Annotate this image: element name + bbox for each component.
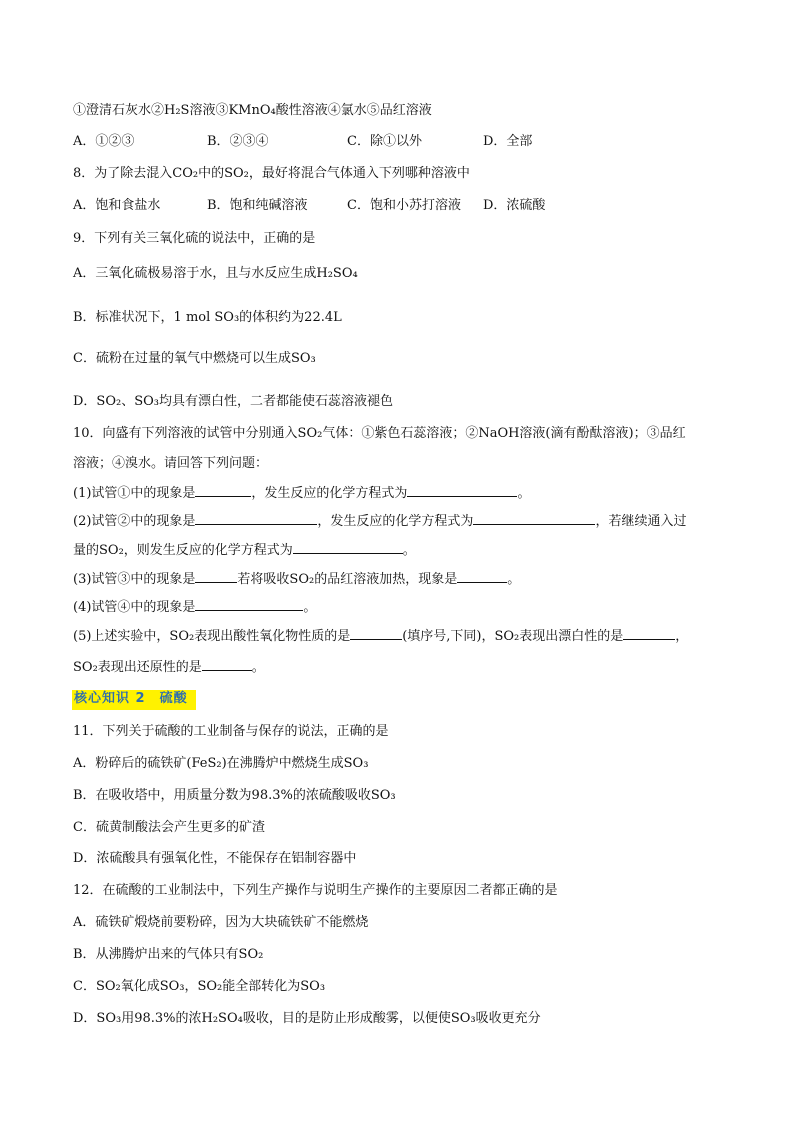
q8-stem: 8．为了除去混入CO₂中的SO₂，最好将混合气体通入下列哪种溶液中 xyxy=(73,166,470,181)
q10-part2 xyxy=(73,512,686,528)
q10-part1-text-b: ，发生反应的化学方程式为 xyxy=(251,486,408,501)
answer-blank[interactable] xyxy=(195,598,303,611)
q10-part1-text-c: 。 xyxy=(517,486,531,501)
q12-option-b: B．从沸腾炉出来的气体只有SO₂ xyxy=(73,947,264,962)
q12-stem: 12．在硫酸的工业制法中，下列生产操作与说明生产操作的主要原因二者都正确的是 xyxy=(73,883,558,898)
q8-option-b: B．饱和纯碱溶液 xyxy=(207,198,308,213)
q10-stem-line1: 10．向盛有下列溶液的试管中分别通入SO₂气体：①紫色石蕊溶液；②NaOH溶液(滴有酚酞溶液)；③品红 xyxy=(73,426,686,441)
q11-stem: 11．下列关于硫酸的工业制备与保存的说法，正确的是 xyxy=(73,724,389,739)
answer-blank[interactable] xyxy=(623,627,675,640)
answer-blank[interactable] xyxy=(195,484,251,497)
q10-part1-text-a: (1)试管①中的现象是 xyxy=(73,486,196,501)
q10-part2-cont xyxy=(73,541,416,557)
q10-part2-text-e: 。 xyxy=(402,543,416,558)
q10-part2-text-c: ，若继续通入过 xyxy=(595,514,687,529)
answer-blank[interactable] xyxy=(293,541,403,554)
q10-part4-text-b: 。 xyxy=(303,600,317,615)
answer-blank[interactable] xyxy=(195,570,237,583)
answer-blank[interactable] xyxy=(407,484,517,497)
q10-part4 xyxy=(73,598,316,614)
q10-part3 xyxy=(73,570,520,586)
q10-part3-text-a: (3)试管③中的现象是 xyxy=(73,572,196,587)
q12-option-a: A．硫铁矿煅烧前要粉碎，因为大块硫铁矿不能燃烧 xyxy=(73,915,369,930)
q10-part5 xyxy=(73,627,688,643)
answer-blank[interactable] xyxy=(202,658,252,671)
q12-option-c: C．SO₂氧化成SO₃，SO₂能全部转化为SO₃ xyxy=(73,979,326,994)
q10-stem-line2: 溶液；④溴水。请回答下列问题： xyxy=(73,456,269,471)
q11-option-a: A．粉碎后的硫铁矿(FeS₂)在沸腾炉中燃烧生成SO₃ xyxy=(73,756,369,771)
q8-option-d: D．浓硫酸 xyxy=(483,198,546,213)
q10-part2-text-d: 量的SO₂，则发生反应的化学方程式为 xyxy=(73,543,293,558)
q7-option-b: B．②③④ xyxy=(207,134,269,149)
q11-option-c: C．硫黄制酸法会产生更多的矿渣 xyxy=(73,820,265,835)
q7-option-d: D．全部 xyxy=(483,134,533,149)
q9-option-c: C．硫粉在过量的氧气中燃烧可以生成SO₃ xyxy=(73,351,316,366)
q11-option-d: D．浓硫酸具有强氧化性，不能保存在铝制容器中 xyxy=(73,851,357,866)
q9-option-b: B．标准状况下，1 mol SO₃的体积约为22.4L xyxy=(73,310,342,325)
q10-part2-text-b: ，发生反应的化学方程式为 xyxy=(317,514,474,529)
q10-part2-text-a: (2)试管②中的现象是 xyxy=(73,514,196,529)
q8-option-c: C．饱和小苏打溶液 xyxy=(347,198,461,213)
answer-blank[interactable] xyxy=(195,512,317,525)
answer-blank[interactable] xyxy=(350,627,402,640)
q10-part4-text-a: (4)试管④中的现象是 xyxy=(73,600,196,615)
q10-part1 xyxy=(73,484,530,500)
section-heading-sulfuric-acid: 核心知识 2 硫酸 xyxy=(72,690,196,710)
q10-part5-text-e: 。 xyxy=(251,660,265,675)
q7-reagent-list: ①澄清石灰水②H₂S溶液③KMnO₄酸性溶液④氯水⑤品红溶液 xyxy=(73,103,432,118)
q8-options xyxy=(73,199,545,212)
q8-option-a: A．饱和食盐水 xyxy=(73,198,161,213)
q7-options xyxy=(73,135,532,148)
q9-option-a: A．三氧化硫极易溶于水，且与水反应生成H₂SO₄ xyxy=(73,266,358,281)
q10-part5-text-b: (填序号,下同)，SO₂表现出漂白性的是 xyxy=(402,629,624,644)
q7-option-c: C．除①以外 xyxy=(347,134,422,149)
q10-part5-text-a: (5)上述实验中，SO₂表现出酸性氧化物性质的是 xyxy=(73,629,351,644)
answer-blank[interactable] xyxy=(473,512,595,525)
q12-option-d: D．SO₃用98.3%的浓H₂SO₄吸收，目的是防止形成酸雾，以便使SO₃吸收更充分 xyxy=(73,1011,541,1026)
q9-option-d: D．SO₂、SO₃均具有漂白性，二者都能使石蕊溶液褪色 xyxy=(73,394,393,409)
answer-blank[interactable] xyxy=(457,570,507,583)
q11-option-b: B．在吸收塔中，用质量分数为98.3%的浓硫酸吸收SO₃ xyxy=(73,788,396,803)
q10-part3-text-c: 。 xyxy=(507,572,521,587)
q10-part5-text-d: SO₂表现出还原性的是 xyxy=(73,660,202,675)
q10-part3-text-b: 若将吸收SO₂的品红溶液加热，现象是 xyxy=(237,572,458,587)
q10-part5-text-c: ， xyxy=(675,629,689,644)
q9-stem: 9．下列有关三氧化硫的说法中，正确的是 xyxy=(73,231,316,246)
q7-option-a: A．①②③ xyxy=(73,134,135,149)
q10-part5-cont xyxy=(73,658,265,674)
